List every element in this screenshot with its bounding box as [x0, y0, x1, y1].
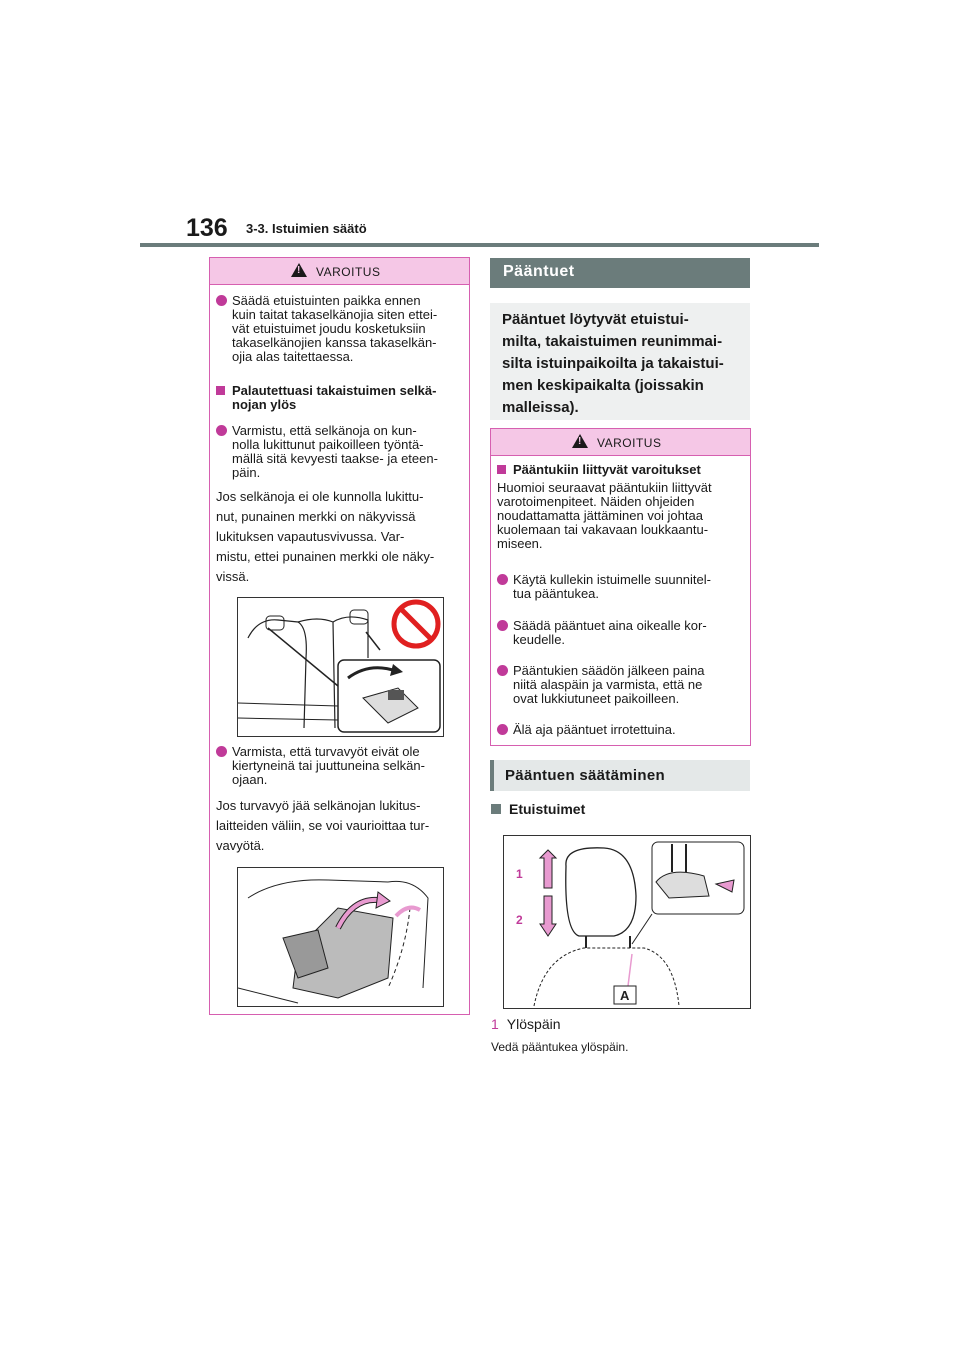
section-title: Pääntuet: [503, 263, 575, 280]
warning-header: [210, 258, 469, 285]
bullet-dot-icon: [497, 574, 508, 585]
step-number: 1: [491, 1016, 499, 1032]
seat-lock-illustration: [237, 597, 444, 737]
square-bullet-icon: [491, 804, 501, 814]
subsection-heading-text: Etuistuimet: [509, 801, 586, 817]
text-line: ojaan.: [232, 772, 268, 787]
warning-subheading: [497, 463, 763, 477]
seatbelt-illustration: [237, 867, 444, 1007]
text-line: laitteiden väliin, se voi vaurioittaa tur-: [216, 818, 430, 833]
warning-title: VAROITUS: [316, 265, 381, 279]
text-line: Jos turvavyö jää selkänojan lukitus-: [216, 798, 421, 813]
section-title-bar: [490, 760, 750, 791]
text-line: kuin taitat takaselkänojia siten ettei-: [232, 307, 438, 322]
text-line: Palautettuasi takaistuimen selkä-: [232, 383, 437, 398]
bullet-dot-icon: [216, 746, 227, 757]
text-line: mällä sitä kevyesti taakse- ja eteen-: [232, 451, 438, 466]
bullet-dot-icon: [216, 295, 227, 306]
text-line: ovat lukkiutuneet paikoilleen.: [513, 691, 680, 706]
intro-line: milta, takaistuimen reunimmai-: [502, 333, 723, 350]
text-line: Säädä etuistuinten paikka ennen: [232, 293, 421, 308]
left-warning-box: [209, 257, 470, 1015]
bullet-dot-icon: [497, 620, 508, 631]
warning-bullet: [216, 294, 482, 364]
intro-box: [490, 303, 750, 420]
bullet-dot-icon: [497, 665, 508, 676]
square-bullet-icon: [497, 465, 506, 474]
warning-bullet: [216, 424, 482, 480]
headrest-adjust-illustration: [503, 835, 751, 1009]
warning-paragraph: [497, 481, 747, 551]
figure-label-up: 1: [516, 867, 523, 881]
subsection-heading: [491, 801, 585, 817]
text-line: kiertyneinä tai juuttuneina selkän-: [232, 758, 425, 773]
text-line: vät etuistuimet joudu kosketuksiin: [232, 321, 426, 336]
text-line: Pääntukiin liittyvät varoitukset: [513, 462, 701, 477]
intro-line: men keskipaikalta (joissakin: [502, 377, 704, 394]
text-line: vissä.: [216, 569, 250, 584]
text-line: nolla lukittunut paikoilleen työntä-: [232, 437, 424, 452]
warning-title: VAROITUS: [597, 436, 662, 450]
text-line: Varmista, että turvavyöt eivät ole: [232, 744, 420, 759]
text-line: mistu, ettei punainen merkki ole näky-: [216, 549, 435, 564]
warning-triangle-icon: [572, 434, 588, 448]
step-description: Vedä pääntukea ylöspäin.: [491, 1040, 629, 1054]
text-line: kuolemaan tai vakavaan loukkaantu-: [497, 522, 709, 537]
text-line: nojan ylös: [232, 397, 297, 412]
page-number: 136: [186, 214, 228, 242]
warning-subheading: [216, 384, 482, 412]
text-line: päin.: [232, 465, 261, 480]
text-line: Älä aja pääntuet irrotettuina.: [513, 722, 676, 737]
text-line: takaselkänojien kanssa takaselkän-: [232, 335, 437, 350]
warning-bullet: [497, 723, 763, 737]
step-label: Ylöspäin: [506, 1016, 561, 1032]
text-line: lukituksen vapautusvivussa. Var-: [216, 529, 405, 544]
text-line: Varmistu, että selkänoja on kun-: [232, 423, 417, 438]
text-line: Säädä pääntuet aina oikealle kor-: [513, 618, 707, 633]
header-rule: [140, 243, 819, 247]
section-reference: 3-3. Istuimien säätö: [246, 221, 367, 236]
warning-paragraph: [216, 796, 466, 856]
text-line: miseen.: [497, 536, 543, 551]
step-item: [491, 1016, 561, 1032]
section-title-bar: [490, 258, 750, 288]
seatbelt-illustration-svg: [238, 868, 443, 1006]
text-line: Huomioi seuraavat pääntukiin liittyvät: [497, 480, 712, 495]
figure-label-down: 2: [516, 913, 523, 927]
square-bullet-icon: [216, 386, 225, 395]
text-line: vavyötä.: [216, 838, 265, 853]
warning-bullet: [216, 745, 482, 787]
headrest-adjust-svg: [504, 836, 750, 1008]
figure-label-part: A: [620, 988, 630, 1003]
warning-bullet: [497, 619, 763, 647]
intro-line: Pääntuet löytyvät etuistui-: [502, 311, 689, 328]
intro-line: malleissa).: [502, 399, 579, 416]
text-line: keudelle.: [513, 632, 566, 647]
text-line: nut, punainen merkki on näkyvissä: [216, 509, 416, 524]
section-title: Pääntuen säätäminen: [505, 767, 665, 784]
warning-header: [491, 429, 750, 456]
bullet-dot-icon: [216, 425, 227, 436]
warning-bullet: [497, 573, 763, 601]
warning-paragraph: [216, 487, 466, 587]
text-line: noudattamatta jättäminen voi johtaa: [497, 508, 703, 523]
warning-bullet: [497, 664, 763, 706]
warning-triangle-icon: [291, 263, 307, 277]
text-line: Pääntukien säädön jälkeen paina: [513, 663, 705, 678]
text-line: niitä alaspäin ja varmista, että ne: [513, 677, 703, 692]
bullet-dot-icon: [497, 724, 508, 735]
intro-line: silta istuinpaikoilta ja takaistui-: [502, 355, 724, 372]
text-line: Käytä kullekin istuimelle suunnitel-: [513, 572, 711, 587]
text-line: Jos selkänoja ei ole kunnolla lukittu-: [216, 489, 424, 504]
text-line: ojia alas taitettaessa.: [232, 349, 354, 364]
text-line: tua pääntukea.: [513, 586, 600, 601]
right-warning-box: [490, 428, 751, 746]
seat-lock-illustration-svg: [238, 598, 443, 736]
text-line: varotoimenpiteet. Näiden ohjeiden: [497, 494, 695, 509]
